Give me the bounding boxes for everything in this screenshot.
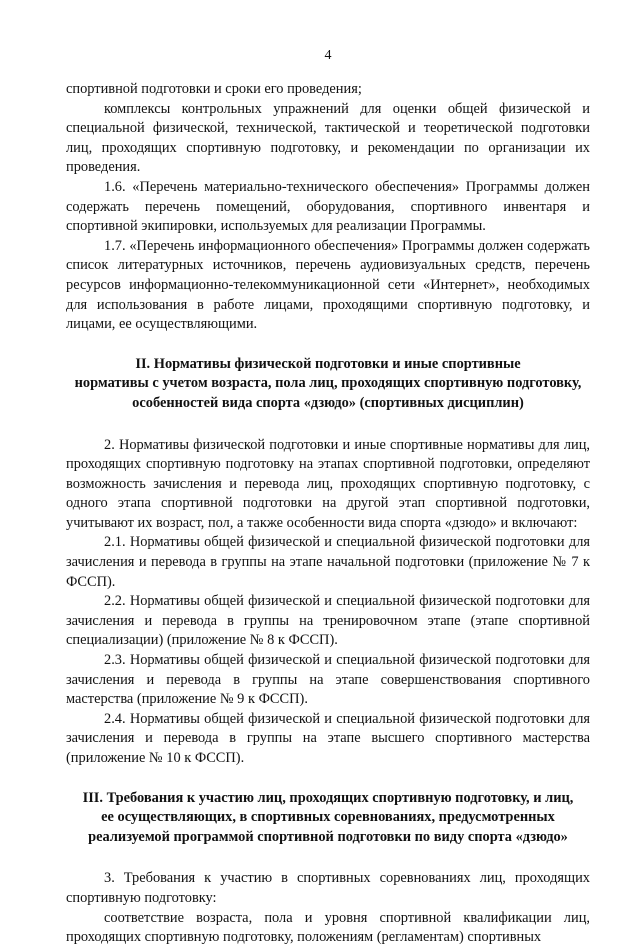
paragraph: 3. Требования к участию в спортивных соревнованиях лиц, проходящих спортивную подготовку: bbox=[66, 870, 590, 906]
paragraph: 1.7. «Перечень информационного обеспечения» Программы должен содержать список литературных источников, перечень аудиовизуальных средств, перечень ресурсов информационно-телекоммуникационной сети «Интернет», необходимых для использования в работе лицами, проходящими спортивную подготовку, и лицами, ее осуществляющими. bbox=[66, 237, 590, 333]
paragraph: 2.2. Нормативы общей физической и специальной физической подготовки для зачисления и перевода в группы на тренировочном этапе (этапе спортивной специализации) (приложение № 8 к ФССП). bbox=[66, 593, 590, 649]
paragraph: 2.4. Нормативы общей физической и специальной физической подготовки для зачисления и перевода в группы на этапе высшего спортивного мастерства (приложение № 10 к ФССП). bbox=[66, 710, 590, 766]
paragraph: 2.1. Нормативы общей физической и специальной физической подготовки для зачисления и перевода в группы на этапе начальной подготовки (приложение № 7 к ФССП). bbox=[66, 534, 590, 590]
heading-line: ее осуществляющих, в спортивных соревнованиях, предусмотренных bbox=[101, 809, 555, 826]
paragraph: 1.6. «Перечень материально-технического обеспечения» Программы должен содержать перечень помещений, оборудования, спортивного инвентаря и спортивной экипировки, используемых для реализации Программы. bbox=[66, 178, 590, 235]
section-2-heading bbox=[66, 355, 590, 414]
heading-line: II. Нормативы физической подготовки и иные спортивные bbox=[135, 355, 521, 372]
heading-line: реализуемой программой спортивной подготовки по виду спорта «дзюдо» bbox=[88, 828, 568, 845]
paragraph: комплексы контрольных упражнений для оценки общей физической и специальной физической, технической, тактической и теоретической подготовки лиц, проходящих спортивную подготовку, и рекомендации по организации их проведения. bbox=[66, 100, 590, 176]
section-3-heading bbox=[66, 789, 590, 848]
paragraph: соответствие возраста, пола и уровня спортивной квалификации лиц, проходящих спортивную подготовку, положениям (регламентам) спортивных bbox=[66, 909, 590, 946]
paragraph: 2.3. Нормативы общей физической и специальной физической подготовки для зачисления и перевода в группы на этапе совершенствования спортивного мастерства (приложение № 9 к ФССП). bbox=[66, 652, 590, 708]
heading-line: III. Требования к участию лиц, проходящих спортивную подготовку, и лиц, bbox=[82, 789, 574, 806]
heading-line: особенностей вида спорта «дзюдо» (спортивных дисциплин) bbox=[132, 394, 524, 411]
page-number: 4 bbox=[324, 48, 332, 63]
paragraph: спортивной подготовки и сроки его проведения; bbox=[66, 81, 362, 97]
paragraph: 2. Нормативы физической подготовки и иные спортивные нормативы для лиц, проходящих спортивную подготовку на этапах спортивной подготовки, определяют возможность зачисления и перевода лиц, проходящих спортивную подготовку, с одного этапа спортивной подготовки на другой этап спортивной подготовки, учитывают их возраст, пол, а также особенности вида спорта «дзюдо» и включают: bbox=[66, 436, 590, 531]
heading-line: нормативы с учетом возраста, пола лиц, проходящих спортивную подготовку, bbox=[74, 375, 582, 392]
